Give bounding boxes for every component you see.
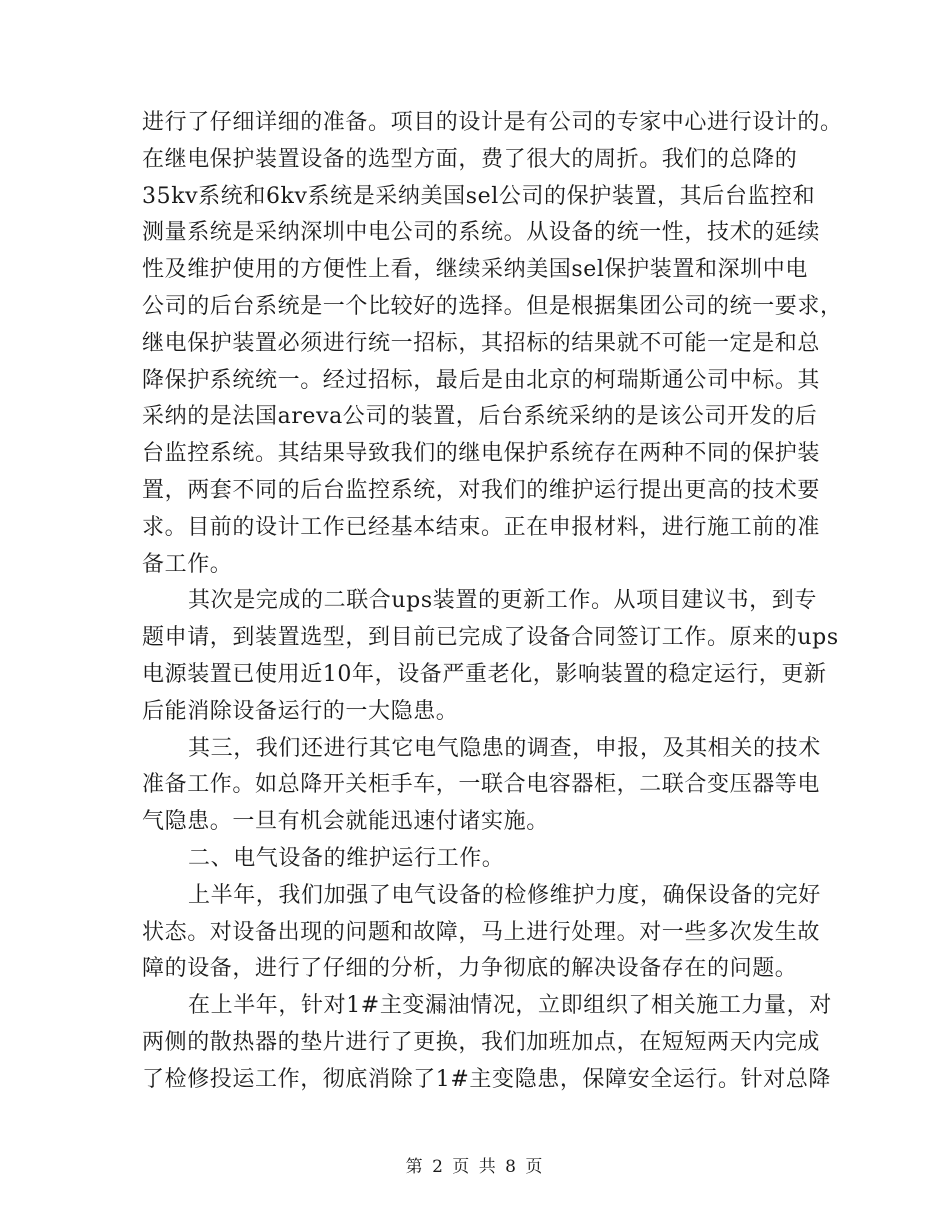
- text-line: 准备工作。如总降开关柜手车，一联合电容器柜，二联合变压器等电: [142, 772, 821, 798]
- text-line: 电源装置已使用近10年，设备严重老化，影响装置的稳定运行，更新: [142, 661, 827, 687]
- text-line: 气隐患。一旦有机会就能迅速付诸实施。: [142, 809, 549, 835]
- text-line: 题申请，到装置选型，到目前已完成了设备合同签订工作。原来的ups: [142, 625, 839, 651]
- text-line: 其三，我们还进行其它电气隐患的调查，申报，及其相关的技术: [188, 735, 821, 761]
- body-text: [142, 105, 843, 1099]
- text-line: 进行了仔细详细的准备。项目的设计是有公司的专家中心进行设计的。: [142, 110, 843, 135]
- text-line: 35kv系统和6kv系统是采纳美国sel公司的保护装置，其后台监控和: [142, 183, 816, 209]
- text-line: 置，两套不同的后台监控系统，对我们的维护运行提出更高的技术要: [142, 477, 821, 503]
- text-line: 降保护系统统一。经过招标，最后是由北京的柯瑞斯通公司中标。其: [142, 367, 821, 393]
- text-line: 两侧的散热器的垫片进行了更换，我们加班加点，在短短两天内完成: [142, 1029, 821, 1055]
- text-line: 采纳的是法国areva公司的装置，后台系统采纳的是该公司开发的后: [142, 404, 818, 430]
- text-line: 在继电保护装置设备的选型方面，费了很大的周折。我们的总降的: [142, 146, 798, 172]
- text-line: 台监控系统。其结果导致我们的继电保护系统存在两种不同的保护装: [142, 441, 821, 467]
- text-line: 求。目前的设计工作已经基本结束。正在申报材料，进行施工前的准: [142, 514, 821, 540]
- text-line: 状态。对设备出现的问题和故障，马上进行处理。对一些多次发生故: [142, 919, 821, 945]
- text-line: 在上半年，针对1#主变漏油情况，立即组织了相关施工力量，对: [188, 993, 832, 1019]
- text-line: 了检修投运工作，彻底消除了1#主变隐患，保障安全运行。针对总降: [142, 1066, 832, 1092]
- text-line: 障的设备，进行了仔细的分析，力争彻底的解决设备存在的问题。: [142, 956, 798, 982]
- page-number-footer: 第 2 页 共 8 页: [405, 1157, 545, 1177]
- text-line: 性及维护使用的方便性上看，继续采纳美国sel保护装置和深圳中电: [142, 257, 808, 283]
- text-line: 备工作。: [142, 551, 233, 577]
- text-line: 二、电气设备的维护运行工作。: [188, 845, 505, 871]
- text-line: 后能消除设备运行的一大隐患。: [142, 698, 459, 724]
- text-line: 其次是完成的二联合ups装置的更新工作。从项目建议书，到专: [188, 588, 817, 614]
- text-line: 测量系统是采纳深圳中电公司的系统。从设备的统一性，技术的延续: [142, 220, 821, 246]
- text-line: 公司的后台系统是一个比较好的选择。但是根据集团公司的统一要求，: [142, 293, 843, 319]
- text-line: 继电保护装置必须进行统一招标，其招标的结果就不可能一定是和总: [142, 330, 821, 356]
- text-line: 上半年，我们加强了电气设备的检修维护力度，确保设备的完好: [188, 882, 821, 908]
